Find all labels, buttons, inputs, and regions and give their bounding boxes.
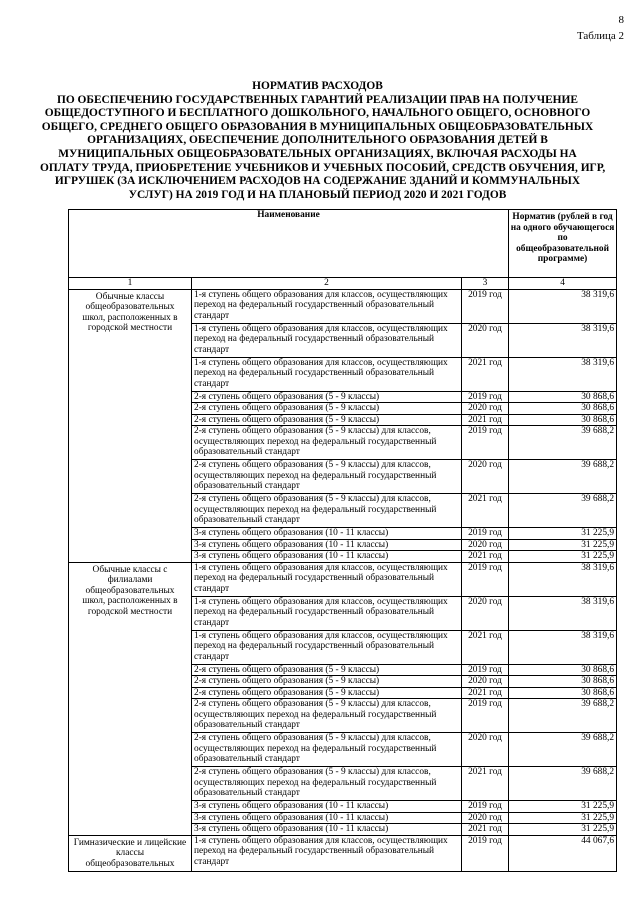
column-numbers-row: [69, 278, 617, 290]
level-description-cell: 1-я ступень общего образования для классов, осуществляющих переход на федеральный государственный образовательный стандарт: [192, 323, 462, 357]
level-description-cell: 1-я ступень общего образования для классов, осуществляющих переход на федеральный государственный образовательный стандарт: [192, 835, 462, 872]
table-row: [69, 289, 617, 323]
norm-value-cell: 38 319,6: [509, 357, 617, 391]
level-description-cell: 3-я ступень общего образования (10 - 11 классы): [192, 528, 462, 540]
year-cell: 2020 год: [462, 539, 509, 551]
table-label: Таблица 2: [576, 30, 624, 42]
year-cell: 2019 год: [462, 835, 509, 872]
year-cell: 2019 год: [462, 289, 509, 323]
header-norm-cell: Норматив (рублей в год на одного обучающегося по общеобразовательной программе): [509, 210, 617, 278]
year-cell: 2021 год: [462, 824, 509, 836]
level-description-cell: 2-я ступень общего образования (5 - 9 классы) для классов, осуществляющих переход на федеральный государственный образовательный стандарт: [192, 426, 462, 460]
level-description-cell: 2-я ступень общего образования (5 - 9 классы): [192, 414, 462, 426]
norm-value-cell: 30 868,6: [509, 664, 617, 676]
norm-value-cell: 39 688,2: [509, 699, 617, 733]
level-description-cell: 1-я ступень общего образования для классов, осуществляющих переход на федеральный государственный образовательный стандарт: [192, 562, 462, 596]
norm-value-cell: 30 868,6: [509, 403, 617, 415]
level-description-cell: 3-я ступень общего образования (10 - 11 классы): [192, 812, 462, 824]
year-cell: 2019 год: [462, 426, 509, 460]
year-cell: 2021 год: [462, 494, 509, 528]
year-cell: 2021 год: [462, 767, 509, 801]
norm-value-cell: 38 319,6: [509, 323, 617, 357]
norm-value-cell: 30 868,6: [509, 676, 617, 688]
year-cell: 2021 год: [462, 357, 509, 391]
year-cell: 2020 год: [462, 596, 509, 630]
level-description-cell: 2-я ступень общего образования (5 - 9 классы) для классов, осуществляющих переход на федеральный государственный образовательный стандарт: [192, 460, 462, 494]
norm-value-cell: 30 868,6: [509, 414, 617, 426]
norm-value-cell: 38 319,6: [509, 630, 617, 664]
title-line: МУНИЦИПАЛЬНЫХ ОБЩЕОБРАЗОВАТЕЛЬНЫХ ОРГАНИЗАЦИЯХ, ВКЛЮЧАЯ РАСХОДЫ НА: [58, 147, 577, 160]
year-cell: 2021 год: [462, 687, 509, 699]
level-description-cell: 2-я ступень общего образования (5 - 9 классы): [192, 391, 462, 403]
year-cell: 2021 год: [462, 630, 509, 664]
norm-value-cell: 30 868,6: [509, 391, 617, 403]
year-cell: 2020 год: [462, 676, 509, 688]
year-cell: 2021 год: [462, 414, 509, 426]
year-cell: 2020 год: [462, 733, 509, 767]
norm-value-cell: 39 688,2: [509, 767, 617, 801]
norm-value-cell: 39 688,2: [509, 494, 617, 528]
year-cell: 2019 год: [462, 664, 509, 676]
level-description-cell: 3-я ступень общего образования (10 - 11 классы): [192, 801, 462, 813]
norm-value-cell: 31 225,9: [509, 551, 617, 563]
level-description-cell: 2-я ступень общего образования (5 - 9 классы): [192, 676, 462, 688]
column-number: 4: [509, 278, 617, 290]
year-cell: 2019 год: [462, 391, 509, 403]
title-line: ИГРУШЕК (ЗА ИСКЛЮЧЕНИЕМ РАСХОДОВ НА СОДЕРЖАНИЕ ЗДАНИЙ И КОММУНАЛЬНЫХ: [54, 175, 581, 188]
level-description-cell: 1-я ступень общего образования для классов, осуществляющих переход на федеральный государственный образовательный стандарт: [192, 596, 462, 630]
norm-value-cell: 44 067,6: [509, 835, 617, 872]
normative-table: [68, 209, 617, 872]
level-description-cell: 3-я ступень общего образования (10 - 11 классы): [192, 551, 462, 563]
level-description-cell: 2-я ступень общего образования (5 - 9 классы) для классов, осуществляющих переход на федеральный государственный образовательный стандарт: [192, 733, 462, 767]
title-line: ОПЛАТУ ТРУДА, ПРИОБРЕТЕНИЕ УЧЕБНИКОВ И УЧЕБНЫХ ПОСОБИЙ, СРЕДСТВ ОБУЧЕНИЯ, ИГР,: [40, 161, 606, 174]
norm-value-cell: 39 688,2: [509, 426, 617, 460]
level-description-cell: 2-я ступень общего образования (5 - 9 классы): [192, 664, 462, 676]
column-number: 3: [462, 278, 509, 290]
page-number: 8: [618, 14, 624, 26]
level-description-cell: 1-я ступень общего образования для классов, осуществляющих переход на федеральный государственный образовательный стандарт: [192, 630, 462, 664]
level-description-cell: 3-я ступень общего образования (10 - 11 классы): [192, 824, 462, 836]
title-line: ОРГАНИЗАЦИЯХ, ОБЕСПЕЧЕНИЕ ДОПОЛНИТЕЛЬНОГО ОБРАЗОВАНИЯ ДЕТЕЙ В: [87, 134, 548, 147]
norm-value-cell: 30 868,6: [509, 687, 617, 699]
norm-value-cell: 38 319,6: [509, 596, 617, 630]
table-header-row: [69, 210, 617, 278]
title-line: ОБЩЕДОСТУПНОГО И БЕСПЛАТНОГО ДОШКОЛЬНОГО, НАЧАЛЬНОГО ОБЩЕГО, ОСНОВНОГО: [44, 107, 591, 120]
norm-value-cell: 31 225,9: [509, 528, 617, 540]
title-line: ОБЩЕГО, СРЕДНЕГО ОБЩЕГО ОБРАЗОВАНИЯ В МУНИЦИПАЛЬНЫХ ОБЩЕОБРАЗОВАТЕЛЬНЫХ: [41, 120, 594, 133]
level-description-cell: 2-я ступень общего образования (5 - 9 классы) для классов, осуществляющих переход на федеральный государственный образовательный стандарт: [192, 767, 462, 801]
document-title: [40, 80, 606, 202]
norm-value-cell: 31 225,9: [509, 812, 617, 824]
year-cell: 2020 год: [462, 812, 509, 824]
year-cell: 2019 год: [462, 699, 509, 733]
year-cell: 2019 год: [462, 562, 509, 596]
norm-value-cell: 39 688,2: [509, 733, 617, 767]
year-cell: 2020 год: [462, 460, 509, 494]
year-cell: 2019 год: [462, 528, 509, 540]
title-line: НОРМАТИВ РАСХОДОВ: [252, 80, 383, 92]
year-cell: 2020 год: [462, 323, 509, 357]
level-description-cell: 2-я ступень общего образования (5 - 9 классы): [192, 687, 462, 699]
group-name-cell: Обычные классы с филиалами общеобразовательных школ, расположенных в городской местности: [69, 562, 192, 835]
norm-value-cell: 38 319,6: [509, 289, 617, 323]
norm-value-cell: 39 688,2: [509, 460, 617, 494]
level-description-cell: 3-я ступень общего образования (10 - 11 классы): [192, 539, 462, 551]
title-line: ПО ОБЕСПЕЧЕНИЮ ГОСУДАРСТВЕННЫХ ГАРАНТИЙ РЕАЛИЗАЦИИ ПРАВ НА ПОЛУЧЕНИЕ: [56, 93, 578, 106]
table-row: [69, 835, 617, 872]
header-name-cell: Наименование: [69, 210, 509, 278]
table-row: [69, 562, 617, 596]
norm-value-cell: 31 225,9: [509, 801, 617, 813]
level-description-cell: 1-я ступень общего образования для классов, осуществляющих переход на федеральный государственный образовательный стандарт: [192, 289, 462, 323]
norm-value-cell: 31 225,9: [509, 539, 617, 551]
normative-table-body: [69, 210, 617, 872]
level-description-cell: 2-я ступень общего образования (5 - 9 классы) для классов, осуществляющих переход на федеральный государственный образовательный стандарт: [192, 494, 462, 528]
year-cell: 2019 год: [462, 801, 509, 813]
norm-value-cell: 38 319,6: [509, 562, 617, 596]
level-description-cell: 1-я ступень общего образования для классов, осуществляющих переход на федеральный государственный образовательный стандарт: [192, 357, 462, 391]
column-number: 2: [192, 278, 462, 290]
column-number: 1: [69, 278, 192, 290]
year-cell: 2021 год: [462, 551, 509, 563]
norm-value-cell: 31 225,9: [509, 824, 617, 836]
title-line: УСЛУГ) НА 2019 ГОД И НА ПЛАНОВЫЙ ПЕРИОД 2020 И 2021 ГОДОВ: [128, 188, 507, 201]
level-description-cell: 2-я ступень общего образования (5 - 9 классы): [192, 403, 462, 415]
group-name-cell: Обычные классы общеобразовательных школ, расположенных в городской местности: [69, 289, 192, 562]
level-description-cell: 2-я ступень общего образования (5 - 9 классы) для классов, осуществляющих переход на федеральный государственный образовательный стандарт: [192, 699, 462, 733]
group-name-cell: Гимназические и лицейские классы общеобразовательных: [69, 835, 192, 872]
year-cell: 2020 год: [462, 403, 509, 415]
